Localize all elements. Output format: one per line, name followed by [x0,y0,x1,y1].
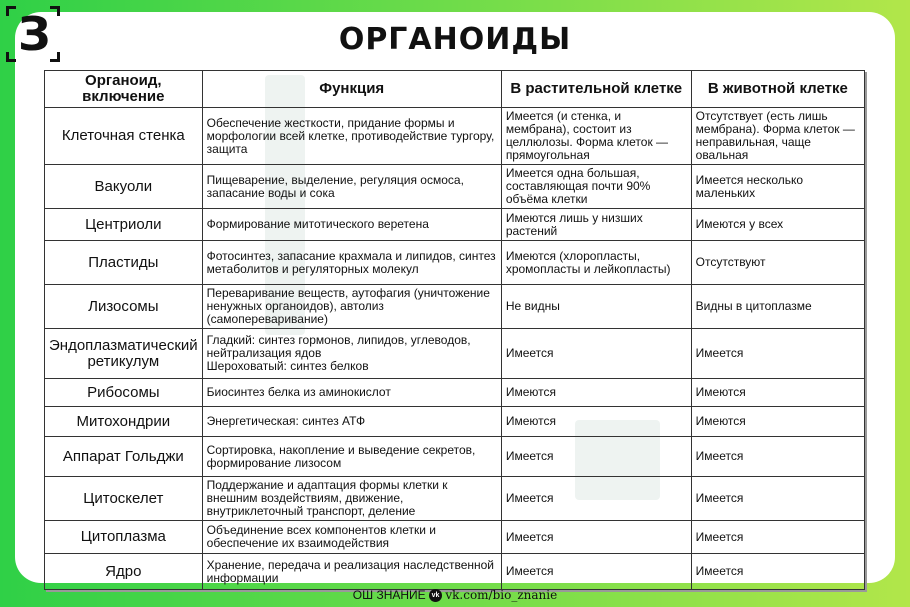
cell-organoid: Аппарат Гольджи [45,437,203,477]
cell-animal: Отсутствуют [691,241,864,285]
footer-brand: ОШ ЗНАНИЕ [352,588,426,602]
cell-animal: Имеются у всех [691,209,864,241]
table-row [45,329,865,379]
cell-animal: Имеются [691,407,864,437]
cell-organoid: Рибосомы [45,379,203,407]
cell-animal: Имеется [691,521,864,554]
logo: З [6,6,60,62]
table-row [45,209,865,241]
table-row [45,477,865,521]
cell-organoid: Цитоскелет [45,477,203,521]
header-function: Функция [202,71,501,108]
cell-function: Пищеварение, выделение, регуляция осмоса, запасание воды и сока [202,165,501,209]
cell-organoid: Лизосомы [45,285,203,329]
cell-animal: Имеются [691,379,864,407]
cell-animal: Отсутствует (есть лишь мембрана). Форма клеток — неправильная, чаще овальная [691,108,864,165]
cell-function: Формирование митотического веретена [202,209,501,241]
cell-function: Фотосинтез, запасание крахмала и липидов, синтез метаболитов и регуляторных молекул [202,241,501,285]
table-row [45,108,865,165]
cell-animal: Имеется [691,329,864,379]
cell-organoid: Митохондрии [45,407,203,437]
table-row [45,521,865,554]
cell-function: Хранение, передача и реализация наследственной информации [202,554,501,590]
cell-animal: Видны в цитоплазме [691,285,864,329]
cell-plant: Имеются [501,407,691,437]
cell-plant: Имеется [501,554,691,590]
cell-animal: Имеется несколько маленьких [691,165,864,209]
cell-organoid: Эндоплазматический ретикулум [45,329,203,379]
cell-function: Обеспечение жесткости, придание формы и морфологии всей клетке, противодействие тургору, защита [202,108,501,165]
cell-animal: Имеется [691,437,864,477]
cell-plant: Имеются лишь у низших растений [501,209,691,241]
header-organoid: Органоид, включение [45,71,203,108]
header-animal: В животной клетке [691,71,864,108]
table-header [45,71,865,108]
cell-plant: Имеются [501,379,691,407]
cell-plant: Имеется [501,477,691,521]
footer [0,588,910,602]
cell-plant: Имеются (хлоропласты, хромопласты и лейкопласты) [501,241,691,285]
table-row [45,379,865,407]
cell-function: Переваривание веществ, аутофагия (уничтожение ненужных органоидов), автолиз (самопереваривание) [202,285,501,329]
vk-icon: vk [429,589,442,602]
footer-link[interactable]: vk.com/bio_znanie [445,588,558,602]
table-row [45,285,865,329]
cell-function: Объединение всех компонентов клетки и обеспечение их взаимодействия [202,521,501,554]
cell-function: Поддержание и адаптация формы клетки к внешним воздействиям, движение, внутриклеточный транспорт, деление [202,477,501,521]
cell-organoid: Ядро [45,554,203,590]
cell-organoid: Вакуоли [45,165,203,209]
cell-function: Биосинтез белка из аминокислот [202,379,501,407]
cell-organoid: Цитоплазма [45,521,203,554]
table-row [45,554,865,590]
cell-animal: Имеется [691,477,864,521]
cell-function: Энергетическая: синтез АТФ [202,407,501,437]
cell-function: Гладкий: синтез гормонов, липидов, углеводов, нейтрализация ядов Шероховатый: синтез белков [202,329,501,379]
cell-organoid: Клеточная стенка [45,108,203,165]
cell-organoid: Центриоли [45,209,203,241]
cell-plant: Не видны [501,285,691,329]
header-plant: В растительной клетке [501,71,691,108]
cell-plant: Имеется [501,437,691,477]
cell-plant: Имеется одна большая, составляющая почти 90% объёма клетки [501,165,691,209]
page-title: ОРГАНОИДЫ [338,22,572,57]
table-row [45,241,865,285]
table-row [45,437,865,477]
organoids-table [44,70,865,590]
cell-plant: Имеется [501,521,691,554]
cell-plant: Имеется (и стенка, и мембрана), состоит из целлюлозы. Форма клеток — прямоугольная [501,108,691,165]
table-row [45,407,865,437]
cell-animal: Имеется [691,554,864,590]
cell-organoid: Пластиды [45,241,203,285]
cell-plant: Имеется [501,329,691,379]
cell-function: Сортировка, накопление и выведение секретов, формирование лизосом [202,437,501,477]
table-row [45,165,865,209]
